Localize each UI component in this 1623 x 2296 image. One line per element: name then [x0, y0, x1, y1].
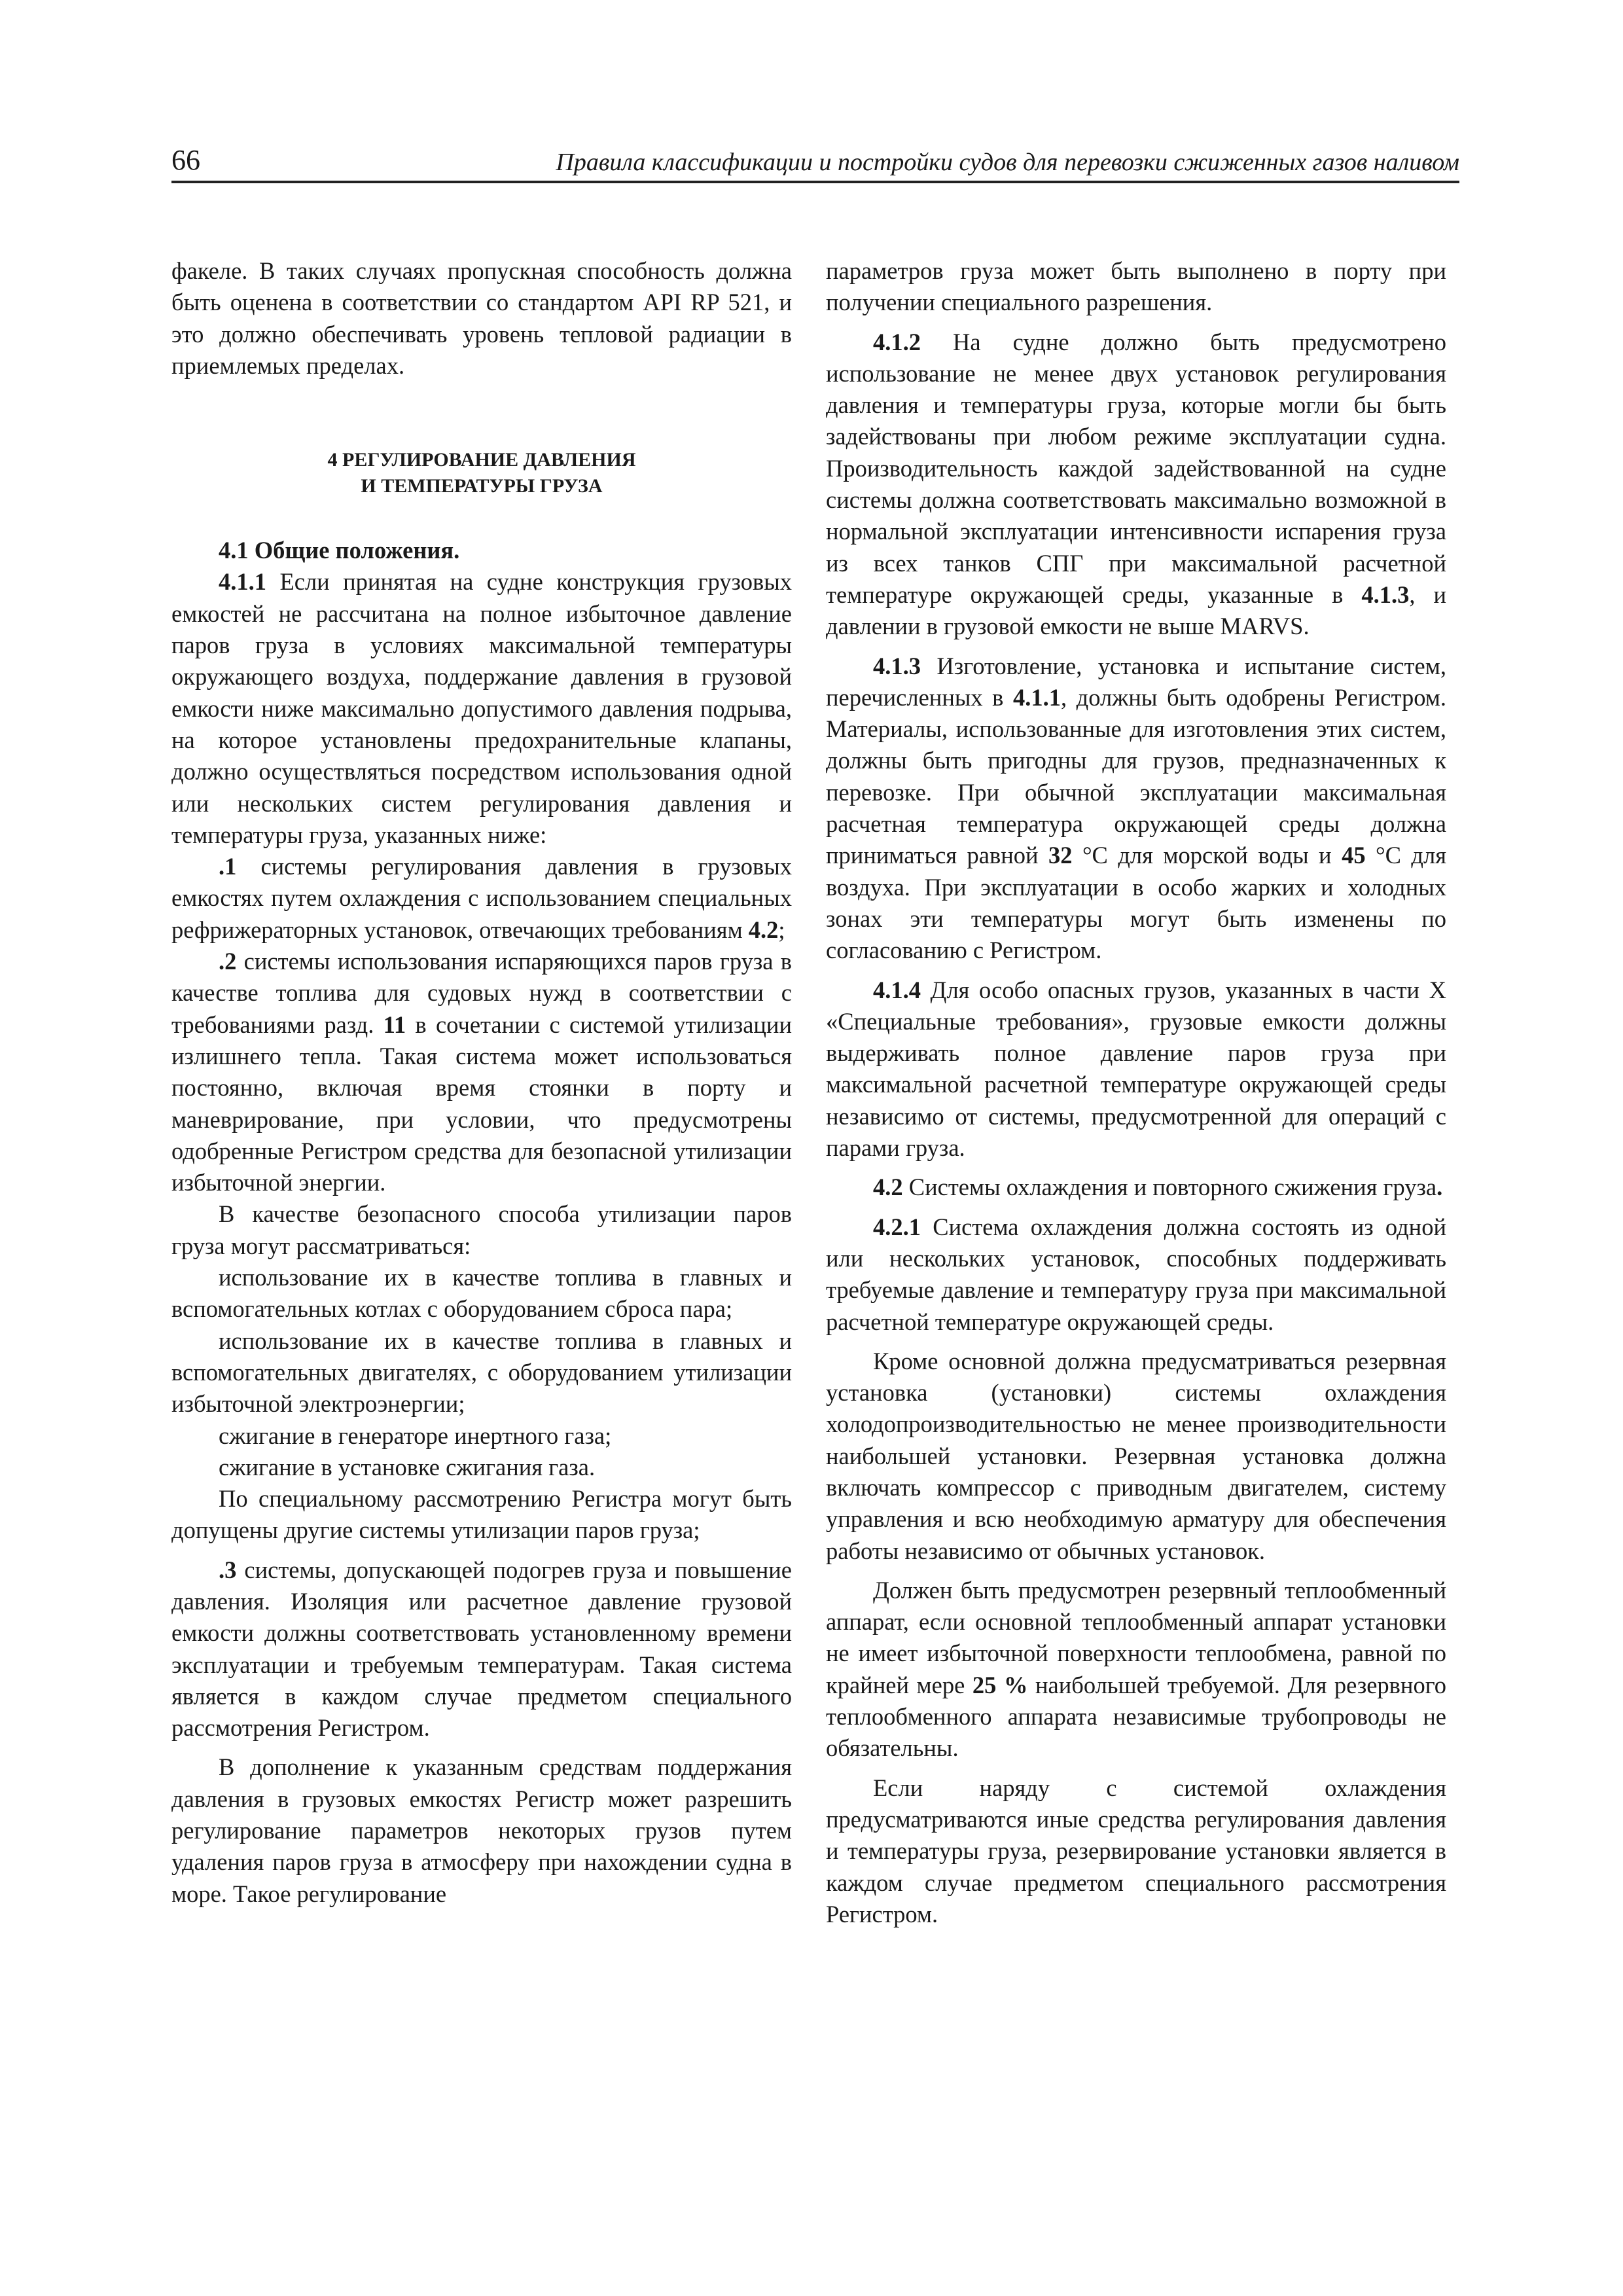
- subsection-title: [826, 1172, 1446, 1203]
- running-title: Правила классификации и постройки судов для перевозки сжиженных газов наливом: [556, 149, 1459, 176]
- clause-text: На судне должно быть предусмотрено использование не менее двух установок регулирования давления и температуры груза, которые могли бы быть задействованы при любом режиме эксплуатации судна. Производительность каждой задействованной на судне системы должна соответствовать максимально возможной в нормальной эксплуатации интенсивности испарения груза из всех танков СПГ при максимальной расчетной температуре окружающей среды, указанные в: [826, 328, 1446, 608]
- clause-text: °C для морской воды и: [1072, 842, 1342, 869]
- clause-text: Если принятая на судне конструкция грузовых емкостей не рассчитана на полное избыточное давление паров груза в условиях максимальной температуры окружающего воздуха, поддержание давления в грузовой емкости ниже максимально допустимого давления подрыва, на которое установлены предохранительные клапаны, должно осуществляться посредством использования одной или нескольких систем регулирования давления и температуры груза, указанных ниже:: [171, 568, 792, 848]
- clause-number: 4.1.1: [219, 568, 266, 596]
- item-number: .3: [219, 1556, 237, 1583]
- item-text: ;: [778, 916, 785, 943]
- paragraph: факеле. В таких случаях пропускная способность должна быть оценена в соответствии со стандартом API RP 521, и это должно обеспечивать уровень тепловой радиации в приемлемых пределах.: [171, 257, 792, 379]
- cross-reference: 11: [383, 1011, 406, 1038]
- clause-text: °C для воздуха. При эксплуатации в особо жарких и холодных зонах эти температуры могут быть изменены по согласованию с Регистром.: [826, 842, 1446, 964]
- clause-number: 4.2.1: [873, 1213, 921, 1240]
- paragraph: Кроме основной должна предусматриваться резервная установка (установки) системы охлаждения холодопроизводительностью не менее производительности наибольшей установки. Резервная установка должна включать компрессор с приводным двигателем, систему управления и всю необходимую арматуру для обеспечения работы независимо от обычных установок.: [826, 1347, 1446, 1564]
- temperature-value: 32: [1048, 842, 1073, 869]
- paragraph: В дополнение к указанным средствам поддержания давления в грузовых емкостях Регистр может разрешить регулирование параметров некоторых грузов путем удаления паров груза в атмосферу при нахождении судна в море. Такое регулирование: [171, 1753, 792, 1907]
- section-number: 4.1: [219, 537, 249, 564]
- temperature-value: 45: [1342, 842, 1366, 869]
- subsection-title-text: Общие положения.: [248, 537, 460, 564]
- clause-text: Изготовление, установка и испытание систем, перечисленных в: [826, 652, 1446, 711]
- cross-reference: 4.2: [748, 916, 779, 943]
- paragraph: [826, 651, 1446, 967]
- right-column: [826, 255, 1446, 1930]
- page-header: [171, 144, 1459, 183]
- subsection-title-text: Системы охлаждения и повторного сжижения груза: [902, 1174, 1437, 1201]
- paragraph: [171, 566, 792, 851]
- item-text: системы использования испаряющихся паров груза в качестве топлива для судовых нужд в соответствии с требованиями разд.: [171, 948, 792, 1038]
- paragraph: параметров груза может быть выполнено в порту при получении специального разрешения.: [826, 257, 1446, 316]
- paragraph: В качестве безопасного способа утилизации паров груза могут рассматриваться:: [171, 1200, 792, 1259]
- item-text: в сочетании с системой утилизации излишнего тепла. Такая система может использоваться постоянно, включая время стоянки в порту и маневрирование, при условии, что предусмотрены одобренные Регистром средства для безопасной утилизации избыточной энергии.: [171, 1011, 792, 1196]
- paragraph: [826, 1211, 1446, 1338]
- clause-text: Система охлаждения должна состоять из одной или нескольких установок, способных поддерживать требуемые давление и температуру груза при максимальной расчетной температуре окружающей среды.: [826, 1213, 1446, 1335]
- method-item: сжигание в генераторе инертного газа;: [219, 1422, 612, 1449]
- percent-value: 25 %: [972, 1671, 1028, 1698]
- heading-line: 4 РЕГУЛИРОВАНИЕ ДАВЛЕНИЯ: [327, 449, 636, 471]
- page-number: 66: [171, 144, 200, 176]
- section-heading: [171, 447, 792, 499]
- clause-number: 4.1.2: [873, 328, 921, 355]
- cross-reference: 4.1.1: [1012, 683, 1061, 711]
- item-text: системы, допускающей подогрев груза и повышение давления. Изоляция или расчетное давление грузовой емкости должны соответствовать установленному времени эксплуатации и требуемым температурам. Такая система является в каждом случае предметом специального рассмотрения Регистром.: [171, 1556, 792, 1742]
- clause-text: , и давлении в грузовой емкости не выше MARVS.: [826, 581, 1446, 640]
- section-number: 4.2: [873, 1174, 903, 1201]
- heading-line: И ТЕМПЕРАТУРЫ ГРУЗА: [361, 475, 603, 497]
- left-column: [171, 255, 792, 1910]
- clause-text: Должен быть предусмотрен резервный теплообменный аппарат, если основной теплообменный аппарат установки не имеет избыточной поверхности теплообмена, равной по крайней мере: [826, 1576, 1446, 1698]
- paragraph: [826, 975, 1446, 1164]
- clause-text: наибольшей требуемой. Для резервного теплообменного аппарата независимые трубопроводы не обязательны.: [826, 1671, 1447, 1762]
- subsection-title: [171, 535, 792, 566]
- item-number: .1: [219, 853, 237, 880]
- subsection-title-end: .: [1436, 1174, 1443, 1201]
- paragraph: [826, 1575, 1446, 1765]
- method-item: сжигание в установке сжигания газа.: [219, 1453, 596, 1480]
- clause-number: 4.1.4: [873, 976, 921, 1003]
- list-item: [171, 946, 792, 1198]
- list-item: [171, 851, 792, 946]
- paragraph: [826, 327, 1446, 643]
- paragraph: Если наряду с системой охлаждения предусматриваются иные средства регулирования давления и температуры груза, резервирование установки является в каждом случае предметом специального рассмотрения Регистром.: [826, 1774, 1446, 1928]
- cross-reference: 4.1.3: [1361, 581, 1410, 608]
- paragraph: По специальному рассмотрению Регистра могут быть допущены другие системы утилизации паров груза;: [171, 1485, 792, 1544]
- clause-number: 4.1.3: [873, 652, 921, 679]
- method-item: использование их в качестве топлива в главных и вспомогательных котлах с оборудованием сброса пара;: [171, 1264, 792, 1323]
- clause-text: Для особо опасных грузов, указанных в части X «Специальные требования», грузовые емкости должны выдерживать полное давление паров груза при максимальной расчетной температуре окружающей среды независимо от системы, предусмотренной для операций с парами груза.: [826, 976, 1446, 1162]
- clause-text: , должны быть одобрены Регистром. Материалы, использованные для изготовления этих систем, должны быть пригодны для грузов, предназначенных к перевозке. При обычной эксплуатации максимальная расчетная температура окружающей среды должна приниматься равной: [826, 683, 1447, 869]
- list-item: [171, 1554, 792, 1744]
- method-item: использование их в качестве топлива в главных и вспомогательных двигателях, с оборудованием утилизации избыточной электроэнергии;: [171, 1327, 792, 1418]
- item-number: .2: [219, 948, 237, 975]
- item-text: системы регулирования давления в грузовых емкостях путем охлаждения с использованием специальных рефрижераторных установок, отвечающих требованиям: [171, 853, 792, 943]
